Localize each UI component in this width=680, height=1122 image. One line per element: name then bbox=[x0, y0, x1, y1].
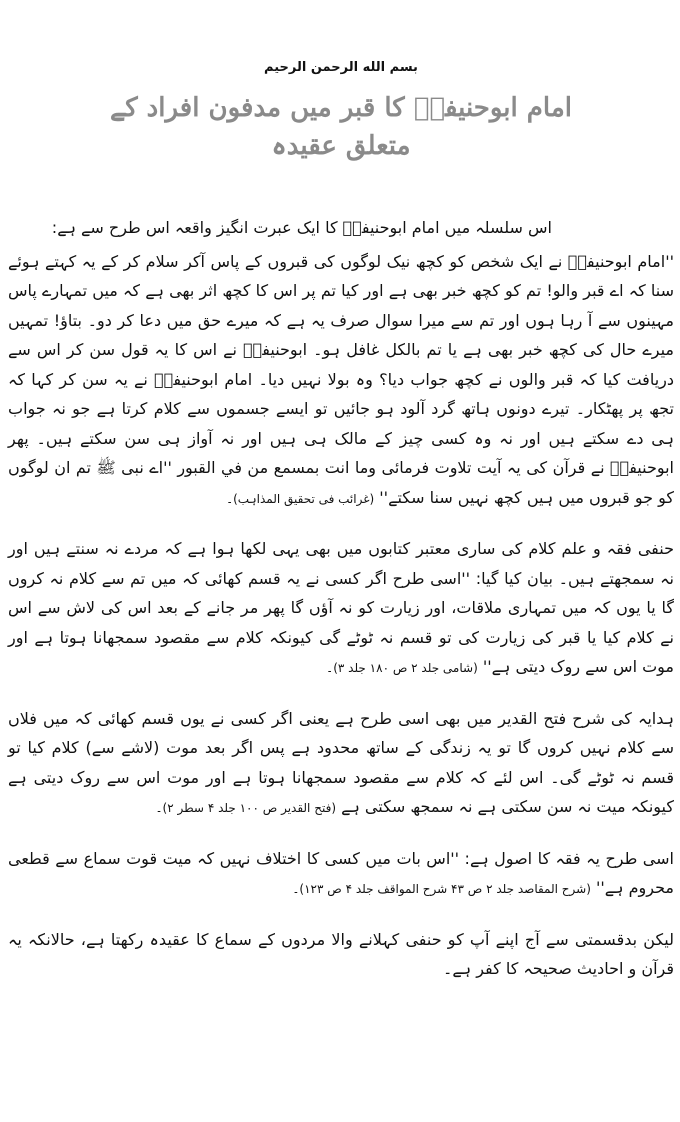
quran-verse: وما انت بمسمع من في القبور bbox=[177, 458, 377, 477]
paragraph-text: ''امام ابوحنیفہؒ نے ایک شخص کو کچھ نیک لوگوں کی قبروں کے پاس آکر سلام کر کے یہ کہتے ہوئے سنا کہ اے قبر والو! تم کو کچھ خبر بھی ہے اور کیا تم پر اس کا کچھ اثر بھی ہے کہ میں تمہارے پاس مہینوں سے آ رہا ہوں اور تم سے میرا سوال صرف یہ ہے کہ میرے حق میں دعا کر دو۔ بتاؤ! تمہیں میرے حال کی کچھ خبر بھی ہے یا تم بالکل غافل ہو۔ ابوحنیفہؒ نے اس کا یہ قول سن کر اس سے دریافت کیا کہ قبر والوں نے کچھ جواب دیا؟ وہ بولا نہیں دیا۔ امام ابوحنیفہؒ نے یہ سن کر کہا کہ تجھ پر پھٹکار۔ تیرے دونوں ہاتھ گرد آلود ہو جائیں تو ایسے جسموں سے کلام کرتا ہے جو نہ جواب ہی دے سکتے ہیں اور نہ وہ کسی چیز کے مالک ہی ہیں اور نہ آواز ہی سن سکتے ہیں۔ پھر ابوحنیفہؒ نے قرآن کی یہ آیت تلاوت فرمائی bbox=[8, 251, 674, 477]
intro-paragraph bbox=[8, 213, 674, 243]
fiqh-principle-paragraph bbox=[8, 844, 674, 905]
paragraph-text: اس سلسلہ میں امام ابوحنیفہؒ کا ایک عبرت انگیز واقعہ اس طرح سے ہے: bbox=[51, 218, 552, 237]
paragraph-text: لیکن بدقسمتی سے آج اپنے آپ کو حنفی کہلانے والا مردوں کے سماع کا عقیدہ رکھتا ہے، حالانکہ یہ قرآن و احادیث صحیحہ کا کفر ہے۔ bbox=[8, 929, 674, 978]
verse-translation: ''اے نبی ﷺ تم ان لوگوں کو جو قبروں میں ہیں کچھ نہیں سنا سکتے'' bbox=[8, 458, 674, 507]
page-title: امام ابوحنیفہؒ کا قبر میں مدفون افراد کے متعلق عقیدہ bbox=[110, 93, 572, 161]
hidaya-paragraph bbox=[8, 704, 674, 824]
conclusion-paragraph bbox=[8, 925, 674, 984]
citation: (فتح القدیر ص ۱۰۰ جلد ۴ سطر ۲)۔ bbox=[155, 801, 336, 815]
paragraph-text: حنفی فقہ و علم کلام کی ساری معتبر کتابوں میں بھی یہی لکھا ہوا ہے کہ مردے نہ سنتے ہیں اور نہ سمجھتے ہیں۔ بیان کیا گیا: ''اسی طرح اگر کسی نے یہ قسم کھائی کہ میں تم سے کلام نہ کروں گا یا یوں کہ میں تمہاری ملاقات، اور زیارت کو نہ آؤں گا پھر مر جانے کے بعد اس کی لاش سے اس نے کلام کیا یا قبر کی زیارت کی تو قسم نہ ٹوٹے گی کیونکہ کلام سے مقصود سمجھانا ہوتا ہے اور موت اس سے روک دیتی ہے'' bbox=[8, 539, 674, 676]
citation: (غرائب فی تحقیق المذاہب)۔ bbox=[226, 491, 375, 506]
paragraph-text: اسی طرح یہ فقہ کا اصول ہے: ''اس بات میں کسی کا اختلاف نہیں کہ میت قوت سماع سے قطعی محروم ہے'' bbox=[8, 848, 674, 897]
paragraph-text: ہدایہ کی شرح فتح القدیر میں بھی اسی طرح ہے یعنی اگر کسی نے یوں قسم کھائی کہ میں فلاں سے کلام نہیں کروں گا تو یہ زندگی کے ساتھ محدود ہے پس اگر بعد موت (لاشے سے) کلام کیا تو قسم نہ ٹوٹے گی۔ اس لئے کہ کلام سے مقصود سمجھانا ہوتا ہے اور موت اس سے روک دیتی ہے کیونکہ میت نہ سن سکتی ہے نہ سمجھ سکتی ہے bbox=[8, 708, 674, 816]
story-paragraph bbox=[8, 247, 674, 515]
citation: (شرح المقاصد جلد ۲ ص ۴۳ شرح المواقف جلد ۴ ص ۱۲۳)۔ bbox=[292, 882, 591, 896]
citation: (شامی جلد ۲ ص ۱۸۰ جلد ۳)۔ bbox=[326, 661, 478, 675]
bismillah-heading: بسم الله الرحمن الرحیم bbox=[264, 60, 418, 75]
hanafi-fiqh-paragraph bbox=[8, 534, 674, 684]
body-text bbox=[8, 213, 674, 984]
